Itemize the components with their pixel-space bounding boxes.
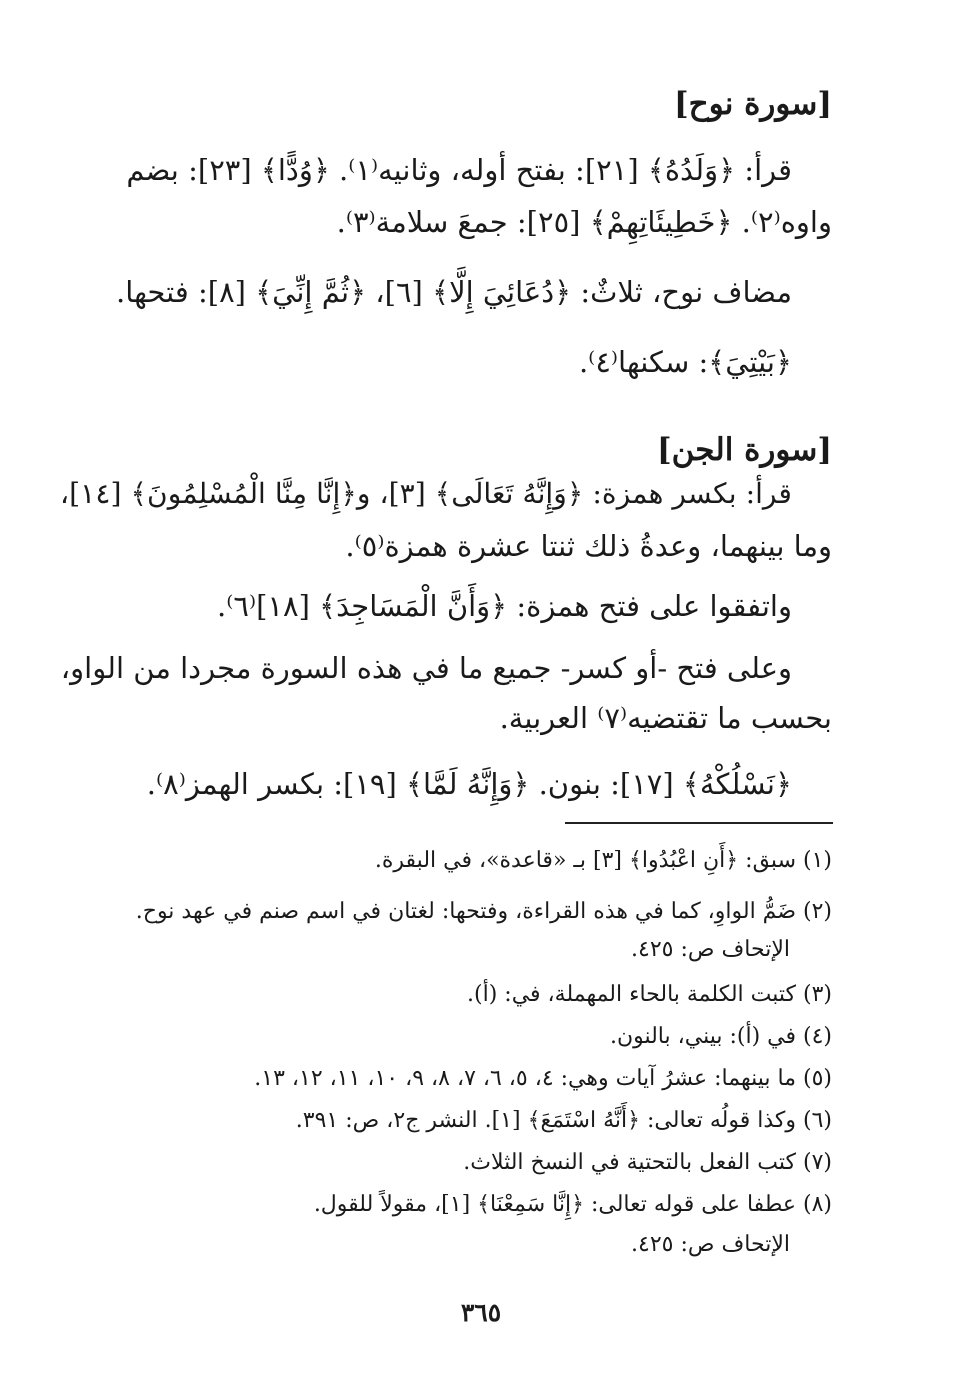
footnote-divider	[565, 822, 833, 824]
jinn-line-5: بحسب ما تقتضيه⁽٧⁾ العربية.	[499, 701, 832, 735]
footnote-3: (٣) كتبت الكلمة بالحاء المهملة، في: (أ).	[467, 982, 832, 1007]
jinn-line-4: وعلى فتح -أو كسر- جميع ما في هذه السورة مجردا من الواو،	[60, 651, 792, 685]
footnote-8-source: الإتحاف ص: ٤٢٥.	[631, 1232, 790, 1257]
jinn-line-2: وما بينهما، وعدةُ ذلك ثنتا عشرة همزة⁽٥⁾.	[345, 529, 832, 563]
nuh-line-1: قرأ: ﴿وَلَدُهُ﴾ [٢١]: بفتح أوله، وثانيه⁽١⁾. ﴿وُدًّا﴾ [٢٣]: بضم	[126, 153, 792, 187]
jinn-line-6: ﴿نَسْلُكْهُ﴾ [١٧]: بنون. ﴿وَإِنَّهُ لَمَّا﴾ [١٩]: بكسر الهمز⁽٨⁾.	[146, 767, 792, 801]
footnote-5: (٥) ما بينهما: عشرُ آيات وهي: ٤، ٥، ٦، ٧، ٨، ٩، ١٠، ١١، ١٢، ١٣.	[254, 1066, 832, 1091]
nuh-line-4: ﴿بَيْتِيَ﴾: سكنها⁽٤⁾.	[578, 345, 792, 379]
footnote-6: (٦) وكذا قولُه تعالى: ﴿أَنَّهُ اسْتَمَعَ﴾ [١]. النشر ج٢، ص: ٣٩١.	[295, 1108, 832, 1133]
jinn-line-3: واتفقوا على فتح همزة: ﴿وَأَنَّ الْمَسَاجِدَ﴾ [١٨]⁽٦⁾.	[217, 589, 792, 623]
surah-nuh-heading: [سورة نوح]	[674, 86, 832, 122]
page-number: ٣٦٥	[460, 1298, 502, 1327]
nuh-line-3: مضاف نوح، ثلاثٌ: ﴿دُعَائِيَ إِلَّا﴾ [٦]، ﴿ثُمَّ إِنِّيَ﴾ [٨]: فتحها.	[116, 275, 792, 309]
footnote-1: (١) سبق: ﴿أَنِ اعْبُدُوا﴾ [٣] بـ «قاعدة»، في البقرة.	[374, 848, 832, 873]
surah-jinn-heading: [سورة الجن]	[657, 432, 832, 468]
jinn-line-1: قرأ: بكسر همزة: ﴿وَإِنَّهُ تَعَالَى﴾ [٣]، و﴿إِنَّا مِنَّا الْمُسْلِمُونَ﴾ [١٤]،	[60, 477, 792, 510]
footnote-4: (٤) في (أ): بيني، بالنون.	[609, 1024, 832, 1049]
footnote-2: (٢) ضَمُّ الواوِ، كما في هذه القراءة، وفتحها: لغتان في اسم صنم في عهد نوح.	[135, 899, 832, 924]
footnote-2-source: الإتحاف ص: ٤٢٥.	[631, 937, 790, 962]
footnote-8: (٨) عطفا على قوله تعالى: ﴿إِنَّا سَمِعْنَا﴾ [١]، مقولاً للقول.	[313, 1192, 832, 1217]
nuh-line-2: واوه⁽٢⁾. ﴿خَطِيئَاتِهِمْ﴾ [٢٥]: جمعَ سلامة⁽٣⁾.	[336, 205, 832, 239]
footnote-7: (٧) كتب الفعل بالتحتية في النسخ الثلاث.	[463, 1150, 832, 1175]
